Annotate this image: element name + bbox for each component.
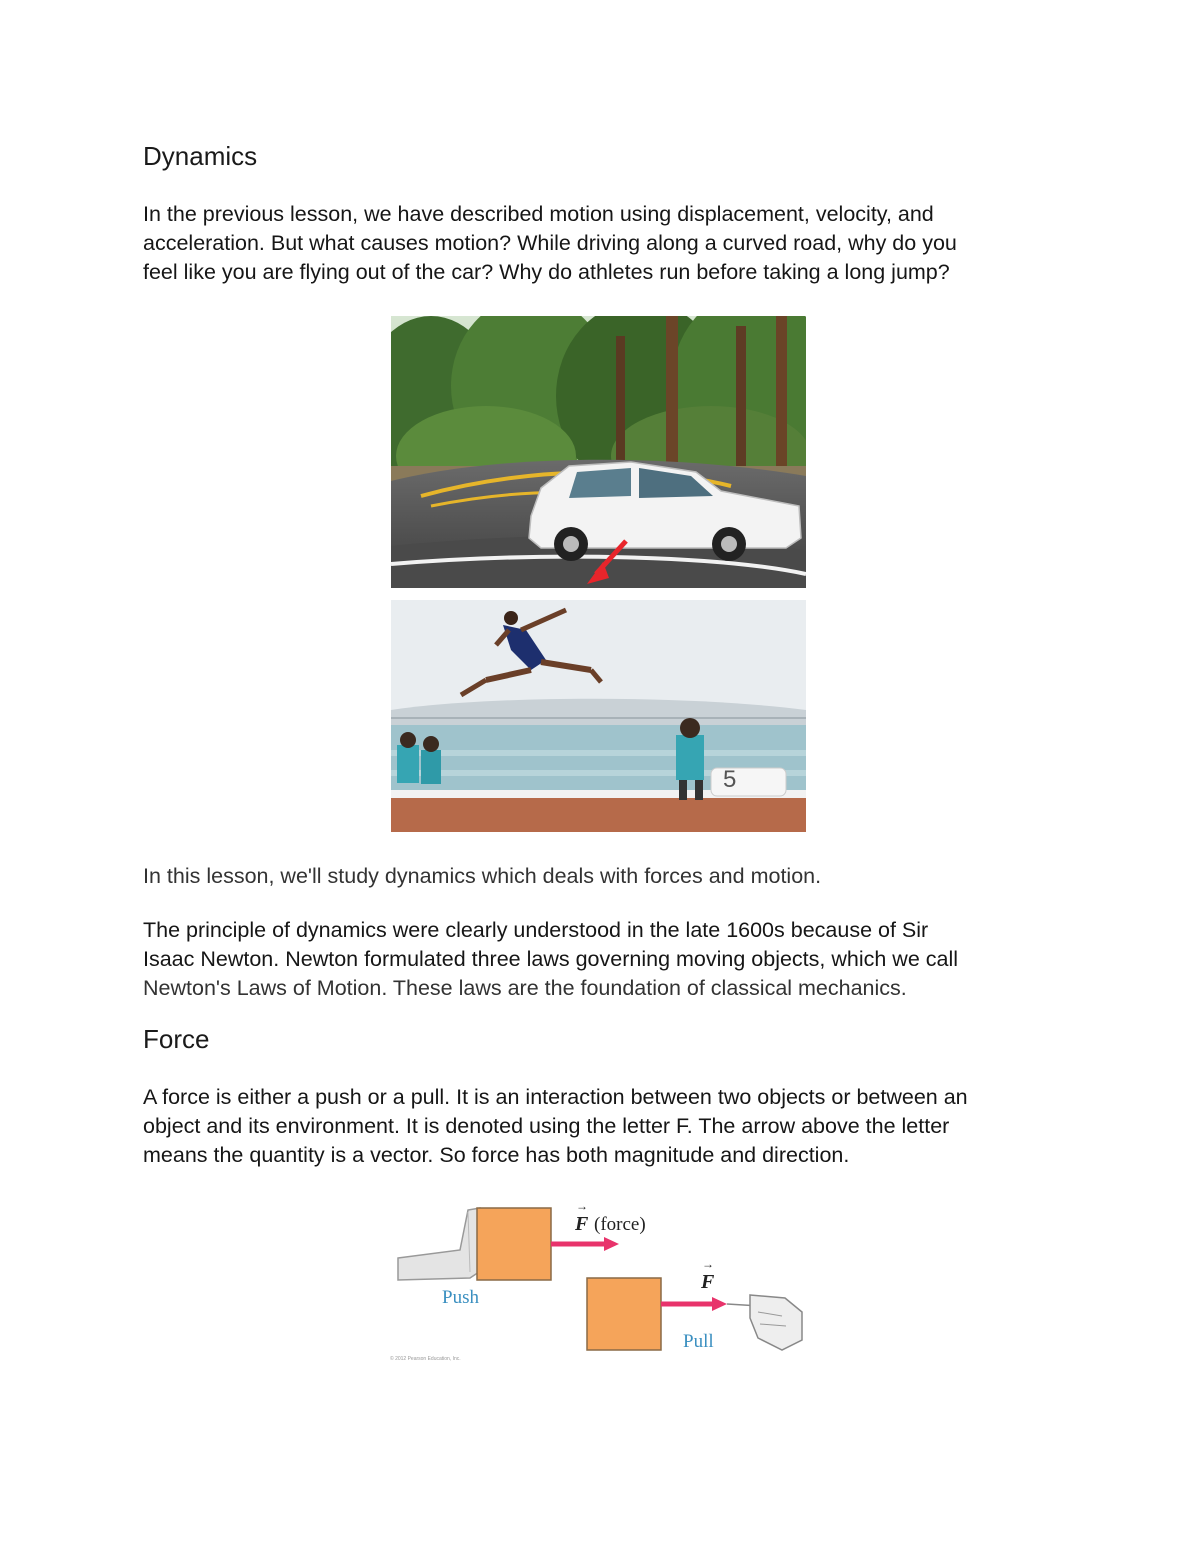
push-box — [477, 1208, 551, 1280]
intro-paragraph — [143, 200, 1063, 287]
newton-line: The principle of dynamics were clearly understood in the late 1600s because of Sir — [143, 918, 929, 942]
heading-dynamics: Dynamics — [143, 141, 258, 171]
car-on-curve-photo — [391, 316, 806, 588]
force-line: means the quantity is a vector. So force has both magnitude and direction. — [143, 1143, 850, 1167]
push-pull-diagram — [390, 1200, 810, 1370]
pull-force-arrow — [661, 1297, 760, 1311]
force-symbol-bottom: F — [701, 1271, 715, 1293]
newton-line: Isaac Newton. Newton formulated three laws governing moving objects, which we call — [143, 947, 959, 971]
lesson-line: In this lesson, we'll study dynamics which deals with forces and motion. — [143, 864, 822, 888]
push-label: Push — [442, 1287, 479, 1308]
newton-line: Newton's Laws of Motion. These laws are the foundation of classical mechanics. — [143, 976, 907, 1000]
push-hand-icon — [398, 1208, 482, 1280]
force-symbol-top: F — [575, 1213, 589, 1235]
force-word: (force) — [594, 1214, 646, 1235]
newton-paragraph — [143, 916, 1063, 1003]
force-paragraph — [143, 1083, 1063, 1170]
pull-box — [587, 1278, 661, 1350]
force-line: object and its environment. It is denoted using the letter F. The arrow above the letter — [143, 1114, 950, 1138]
pull-label: Pull — [683, 1331, 714, 1352]
push-force-arrow — [551, 1237, 619, 1251]
diagram-copyright: © 2012 Pearson Education, Inc. — [390, 1356, 461, 1362]
intro-line: feel like you are flying out of the car? Why do athletes run before taking a long jump? — [143, 260, 950, 284]
lesson-paragraph — [143, 862, 1063, 891]
bib-number: 5 — [723, 766, 737, 793]
pull-hand-icon — [750, 1295, 802, 1350]
intro-line: acceleration. But what causes motion? While driving along a curved road, why do you — [143, 231, 957, 255]
heading-force: Force — [143, 1024, 210, 1054]
svg-text:→: → — [576, 1200, 588, 1213]
force-line: A force is either a push or a pull. It is an interaction between two objects or between an — [143, 1085, 968, 1109]
svg-text:→: → — [702, 1257, 714, 1271]
long-jump-photo — [391, 600, 806, 832]
intro-line: In the previous lesson, we have described motion using displacement, velocity, and — [143, 202, 934, 226]
